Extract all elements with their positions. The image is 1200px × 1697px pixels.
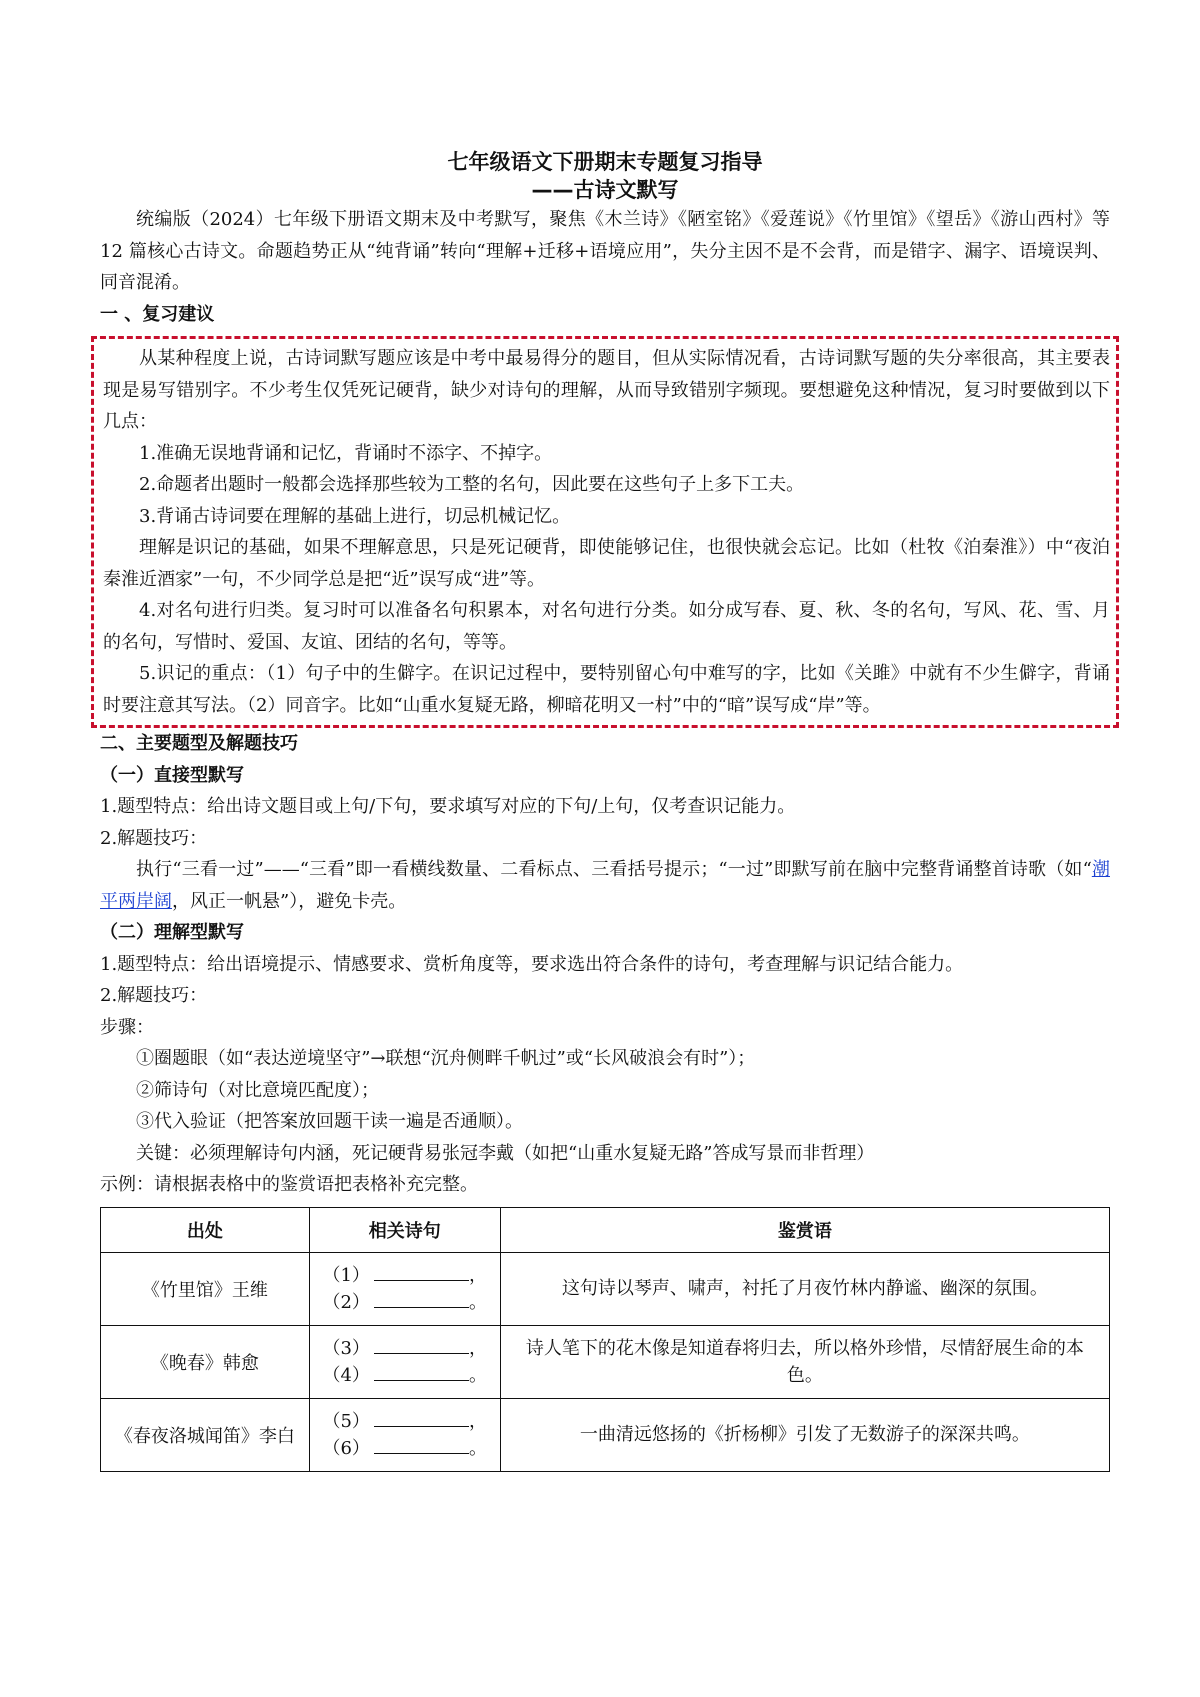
appreciation-cell: 诗人笔下的花木像是知道春将归去，所以格外珍惜，尽情舒展生命的本色。 bbox=[500, 1325, 1109, 1398]
source-cell: 《晚春》韩愈 bbox=[101, 1325, 310, 1398]
poem-fill-table bbox=[100, 1207, 1110, 1472]
direct-feature: 1.题型特点：给出诗文题目或上句/下句，要求填写对应的下句/上句，仅考查识记能力。 bbox=[100, 796, 796, 817]
skill-text-end: ，风正一帆悬”），避免卡壳。 bbox=[172, 890, 407, 912]
title-line-2: ——古诗文默写 bbox=[531, 178, 679, 202]
advice-paragraph: 理解是识记的基础，如果不理解意思，只是死记硬背，即使能够记住，也很快就会忘记。比如（杜牧《泊秦淮》）中“夜泊秦淮近酒家”一句，不少同学总是把“近”误写成“进”等。 bbox=[103, 537, 1110, 590]
steps-label: 步骤： bbox=[100, 1016, 154, 1038]
answer-blank[interactable] bbox=[374, 1289, 469, 1308]
step-3: ③代入验证（把答案放回题干读一遍是否通顺）。 bbox=[136, 1111, 523, 1132]
answer-blank[interactable] bbox=[374, 1408, 469, 1427]
blank-cell: （3） ， （4） 。 bbox=[309, 1325, 500, 1398]
source-cell: 《春夜洛城闻笛》李白 bbox=[101, 1398, 310, 1471]
appreciation-cell: 一曲清远悠扬的《折杨柳》引发了无数游子的深深共鸣。 bbox=[500, 1398, 1109, 1471]
advice-item-2: 2.命题者出题时一般都会选择那些较为工整的名句，因此要在这些句子上多下工夫。 bbox=[139, 474, 805, 495]
example-prompt: 示例：请根据表格中的鉴赏语把表格补充完整。 bbox=[100, 1174, 478, 1195]
answer-blank[interactable] bbox=[374, 1335, 469, 1354]
review-advice-box bbox=[91, 336, 1119, 728]
advice-item-3: 3.背诵古诗词要在理解的基础上进行，切忌机械记忆。 bbox=[139, 505, 571, 527]
advice-item-4: 4.对名句进行归类。复习时可以准备名句积累本，对名句进行分类。如分成写春、夏、秋、冬的名句，写风、花、雪、月的名句，写惜时、爱国、友谊、团结的名句，等等。 bbox=[103, 600, 1110, 653]
direct-skill-label: 2.解题技巧： bbox=[100, 827, 208, 849]
direct-skill-text bbox=[100, 854, 1110, 917]
appreciation-cell: 这句诗以琴声、啸声，衬托了月夜竹林内静谧、幽深的氛围。 bbox=[500, 1252, 1109, 1325]
understanding-feature: 1.题型特点：给出语境提示、情感要求、赏析角度等，要求选出符合条件的诗句，考查理解与识记结合能力。 bbox=[100, 953, 964, 975]
section-1-heading: 一 、复习建议 bbox=[100, 303, 215, 325]
subsection-direct-heading: （一）直接型默写 bbox=[100, 764, 244, 786]
step-1: ①圈题眼（如“表达逆境坚守”→联想“沉舟侧畔千帆过”或“长风破浪会有时”）； bbox=[136, 1048, 756, 1069]
advice-item-5: 5.识记的重点：（1）句子中的生僻字。在识记过程中，要特别留心句中难写的字，比如《关雎》中就有不少生僻字，背诵时要注意其写法。（2）同音字。比如“山重水复疑无路，柳暗花明又一村”中的“暗”误写成“岸”等。 bbox=[103, 663, 1110, 716]
document-page bbox=[100, 148, 1110, 1472]
table-row bbox=[101, 1325, 1110, 1398]
answer-blank[interactable] bbox=[374, 1262, 469, 1281]
advice-paragraph: 从某种程度上说，古诗词默写题应该是中考中最易得分的题目，但从实际情况看，古诗词默写题的失分率很高，其主要表现是易写错别字。不少考生仅凭死记硬背，缺少对诗句的理解，从而导致错别字频现。要想避免这种情况，复习时要做到以下几点： bbox=[103, 348, 1110, 432]
intro-paragraph: 统编版（2024）七年级下册语文期末及中考默写，聚焦《木兰诗》《陋室铭》《爱莲说》《竹里馆》《望岳》《游山西村》等 12 篇核心古诗文。命题趋势正从“纯背诵”转向“理解+迁移+语境应用”，失分主因不是不会背，而是错字、漏字、语境误判、同音混淆。 bbox=[100, 209, 1110, 293]
source-cell: 《竹里馆》王维 bbox=[101, 1252, 310, 1325]
skill-text-start: 执行“三看一过”——“三看”即一看横线数量、二看标点、三看括号提示；“一过”即默写前在脑中完整背诵整首诗歌（如“ bbox=[136, 859, 1092, 880]
understanding-skill-label: 2.解题技巧： bbox=[100, 985, 208, 1006]
advice-item-1: 1.准确无误地背诵和记忆，背诵时不添字、不掉字。 bbox=[139, 442, 553, 464]
header-lines: 相关诗句 bbox=[309, 1207, 500, 1252]
section-2-heading: 二、主要题型及解题技巧 bbox=[100, 733, 298, 754]
answer-blank[interactable] bbox=[374, 1435, 469, 1454]
header-appreciation: 鉴赏语 bbox=[500, 1207, 1109, 1252]
blank-cell: （5） ， （6） 。 bbox=[309, 1398, 500, 1471]
poem-link[interactable]: 潮平两岸阔 bbox=[100, 859, 1110, 912]
key-note: 关键：必须理解诗句内涵，死记硬背易张冠李戴（如把“山重水复疑无路”答成写景而非哲理） bbox=[136, 1142, 875, 1164]
table-header-row bbox=[101, 1207, 1110, 1252]
blank-cell: （1） ， （2） 。 bbox=[309, 1252, 500, 1325]
subsection-understanding-heading: （二）理解型默写 bbox=[100, 922, 244, 943]
table-row bbox=[101, 1398, 1110, 1471]
header-source: 出处 bbox=[101, 1207, 310, 1252]
table-row bbox=[101, 1252, 1110, 1325]
step-2: ②筛诗句（对比意境匹配度）； bbox=[136, 1079, 379, 1101]
document-title bbox=[100, 148, 1110, 204]
title-line-1: 七年级语文下册期末专题复习指导 bbox=[447, 150, 763, 174]
answer-blank[interactable] bbox=[374, 1362, 469, 1381]
